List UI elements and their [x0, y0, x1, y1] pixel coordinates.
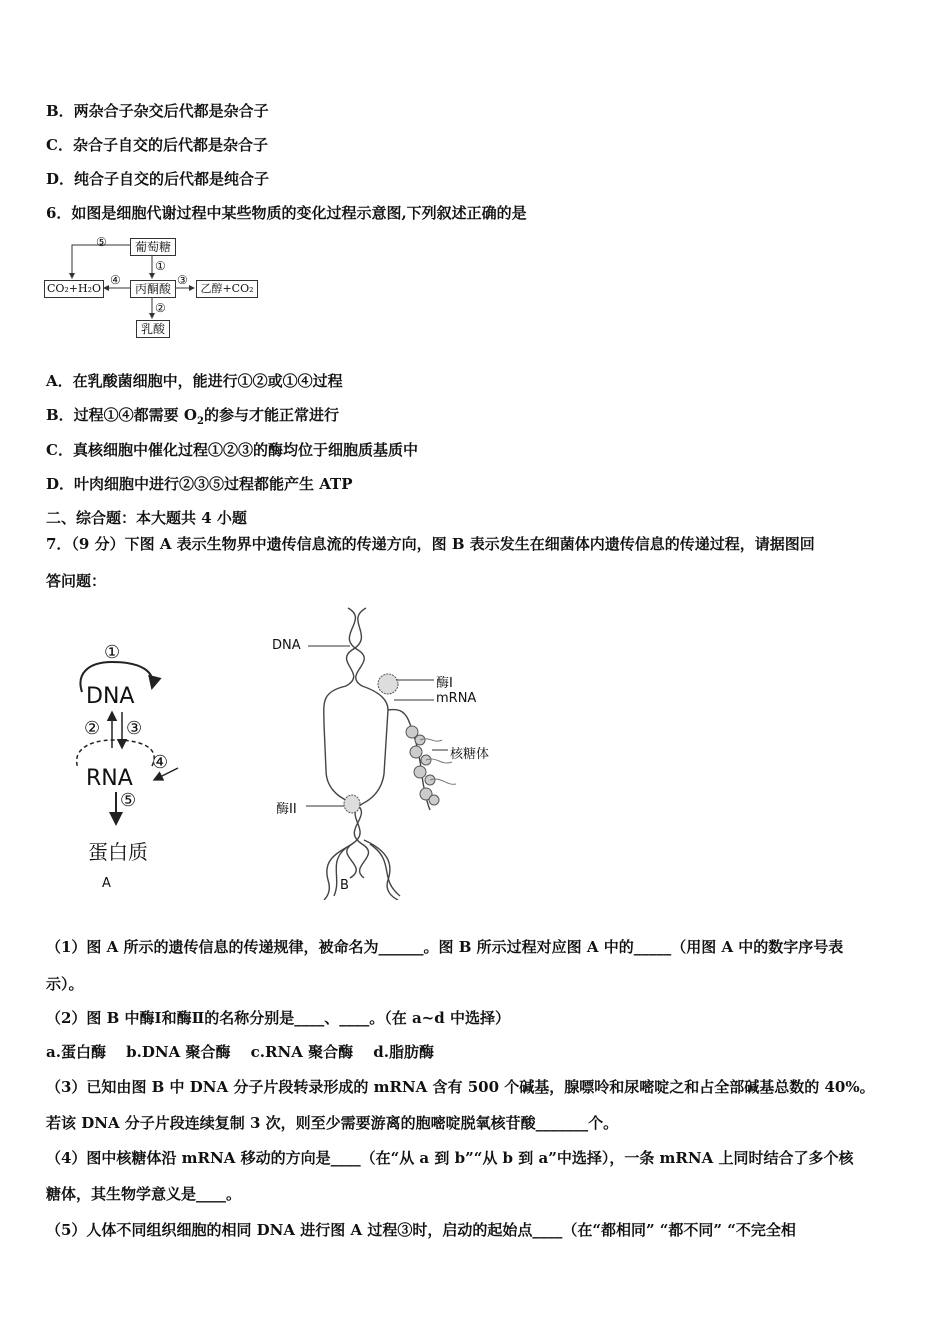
fig-a-step-3: ③	[126, 718, 143, 739]
question-7-stem-line2: 答问题：	[46, 572, 107, 590]
step-2-label: ②	[155, 301, 166, 315]
fig-b-dna-label: DNA	[272, 638, 301, 653]
q6-option-b-sub: 2	[196, 416, 204, 427]
fig-a-protein: 蛋白质	[88, 840, 148, 864]
fig-b-enzyme2-label: 酶II	[276, 802, 297, 817]
ethanol-co2-box: 乙醇+CO₂	[196, 280, 258, 298]
fig-b-mrna-label: mRNA	[436, 691, 477, 706]
fig-a-rna: RNA	[86, 766, 133, 791]
fig-a-step-1: ①	[104, 642, 121, 663]
q7-part3-line2: 若该 DNA 分子片段连续复制 3 次，则至少需要游离的胞嘧啶脱氧核苷酸_______个。	[46, 1114, 619, 1132]
step-4-label: ④	[110, 273, 121, 287]
step-5-label: ⑤	[96, 235, 107, 249]
q7-part1-line2: 示）。	[46, 975, 84, 993]
figure-b	[270, 600, 520, 900]
q6-option-c: C．真核细胞中催化过程①②③的酶均位于细胞质基质中	[46, 441, 418, 459]
section-2-heading: 二、综合题：本大题共 4 小题	[46, 509, 247, 527]
fig-b-label: B	[340, 878, 349, 893]
step-1-label: ①	[155, 259, 166, 273]
q6-option-b	[46, 405, 339, 432]
q7-part1-line1: （1）图 A 所示的遗传信息的传递规律，被命名为______。图 B 所示过程对应图 A 中的_____（用图 A 中的数字序号表	[46, 938, 844, 956]
question-6-stem: 6．如图是细胞代谢过程中某些物质的变化过程示意图,下列叙述正确的是	[46, 204, 527, 222]
fig-b-enzyme1-label: 酶I	[436, 676, 453, 691]
metabolism-diagram	[44, 234, 264, 344]
fig-a-step-5: ⑤	[120, 790, 137, 811]
question-7-stem-line1: 7．（9 分）下图 A 表示生物界中遗传信息流的传递方向，图 B 表示发生在细菌体内遗传信息的传递过程，请据图回	[46, 535, 815, 553]
fig-a-step-2: ②	[84, 718, 101, 739]
q6-option-d: D．叶肉细胞中进行②③⑤过程都能产生 ATP	[46, 475, 353, 493]
fig-a-step-4: ④	[152, 752, 169, 773]
q7-part4-line2: 糖体，其生物学意义是____。	[46, 1185, 242, 1203]
q7-part3-line1: （3）已知由图 B 中 DNA 分子片段转录形成的 mRNA 含有 500 个碱基，腺嘌呤和尿嘧啶之和占全部碱基总数的 40%。	[46, 1078, 875, 1096]
step-3-label: ③	[177, 273, 188, 287]
q6-option-b-post: 的参与才能正常进行	[203, 406, 339, 424]
option-b: B．两杂合子杂交后代都是杂合子	[46, 102, 269, 120]
q7-part2-options: a.蛋白酶 b.DNA 聚合酶 c.RNA 聚合酶 d.脂肪酶	[46, 1043, 435, 1061]
q7-part4-line1: （4）图中核糖体沿 mRNA 移动的方向是____（在“从 a 到 b”“从 b 到 a”中选择），一条 mRNA 上同时结合了多个核	[46, 1149, 854, 1167]
fig-b-ribosome-label: 核糖体	[450, 747, 490, 762]
lactic-acid-box: 乳酸	[136, 320, 170, 338]
fig-a-dna: DNA	[86, 684, 135, 709]
q7-part5-line1: （5）人体不同组织细胞的相同 DNA 进行图 A 过程③时，启动的起始点____（在“都相同” “都不同” “不完全相	[46, 1221, 796, 1239]
glucose-box: 葡萄糖	[130, 238, 176, 256]
figure-a	[68, 640, 188, 900]
q6-option-b-pre: B．过程①④都需要 O	[46, 406, 197, 424]
option-c: C．杂合子自交的后代都是杂合子	[46, 136, 268, 154]
q6-option-a: A．在乳酸菌细胞中，能进行①②或①④过程	[46, 372, 343, 390]
co2-h2o-box: CO₂+H₂O	[44, 280, 104, 298]
pyruvate-box: 丙酮酸	[130, 280, 176, 298]
q7-part2: （2）图 B 中酶Ⅰ和酶Ⅱ的名称分别是____、____。（在 a~d 中选择）	[46, 1009, 510, 1027]
fig-a-label: A	[102, 876, 111, 891]
option-d: D．纯合子自交的后代都是纯合子	[46, 170, 270, 188]
